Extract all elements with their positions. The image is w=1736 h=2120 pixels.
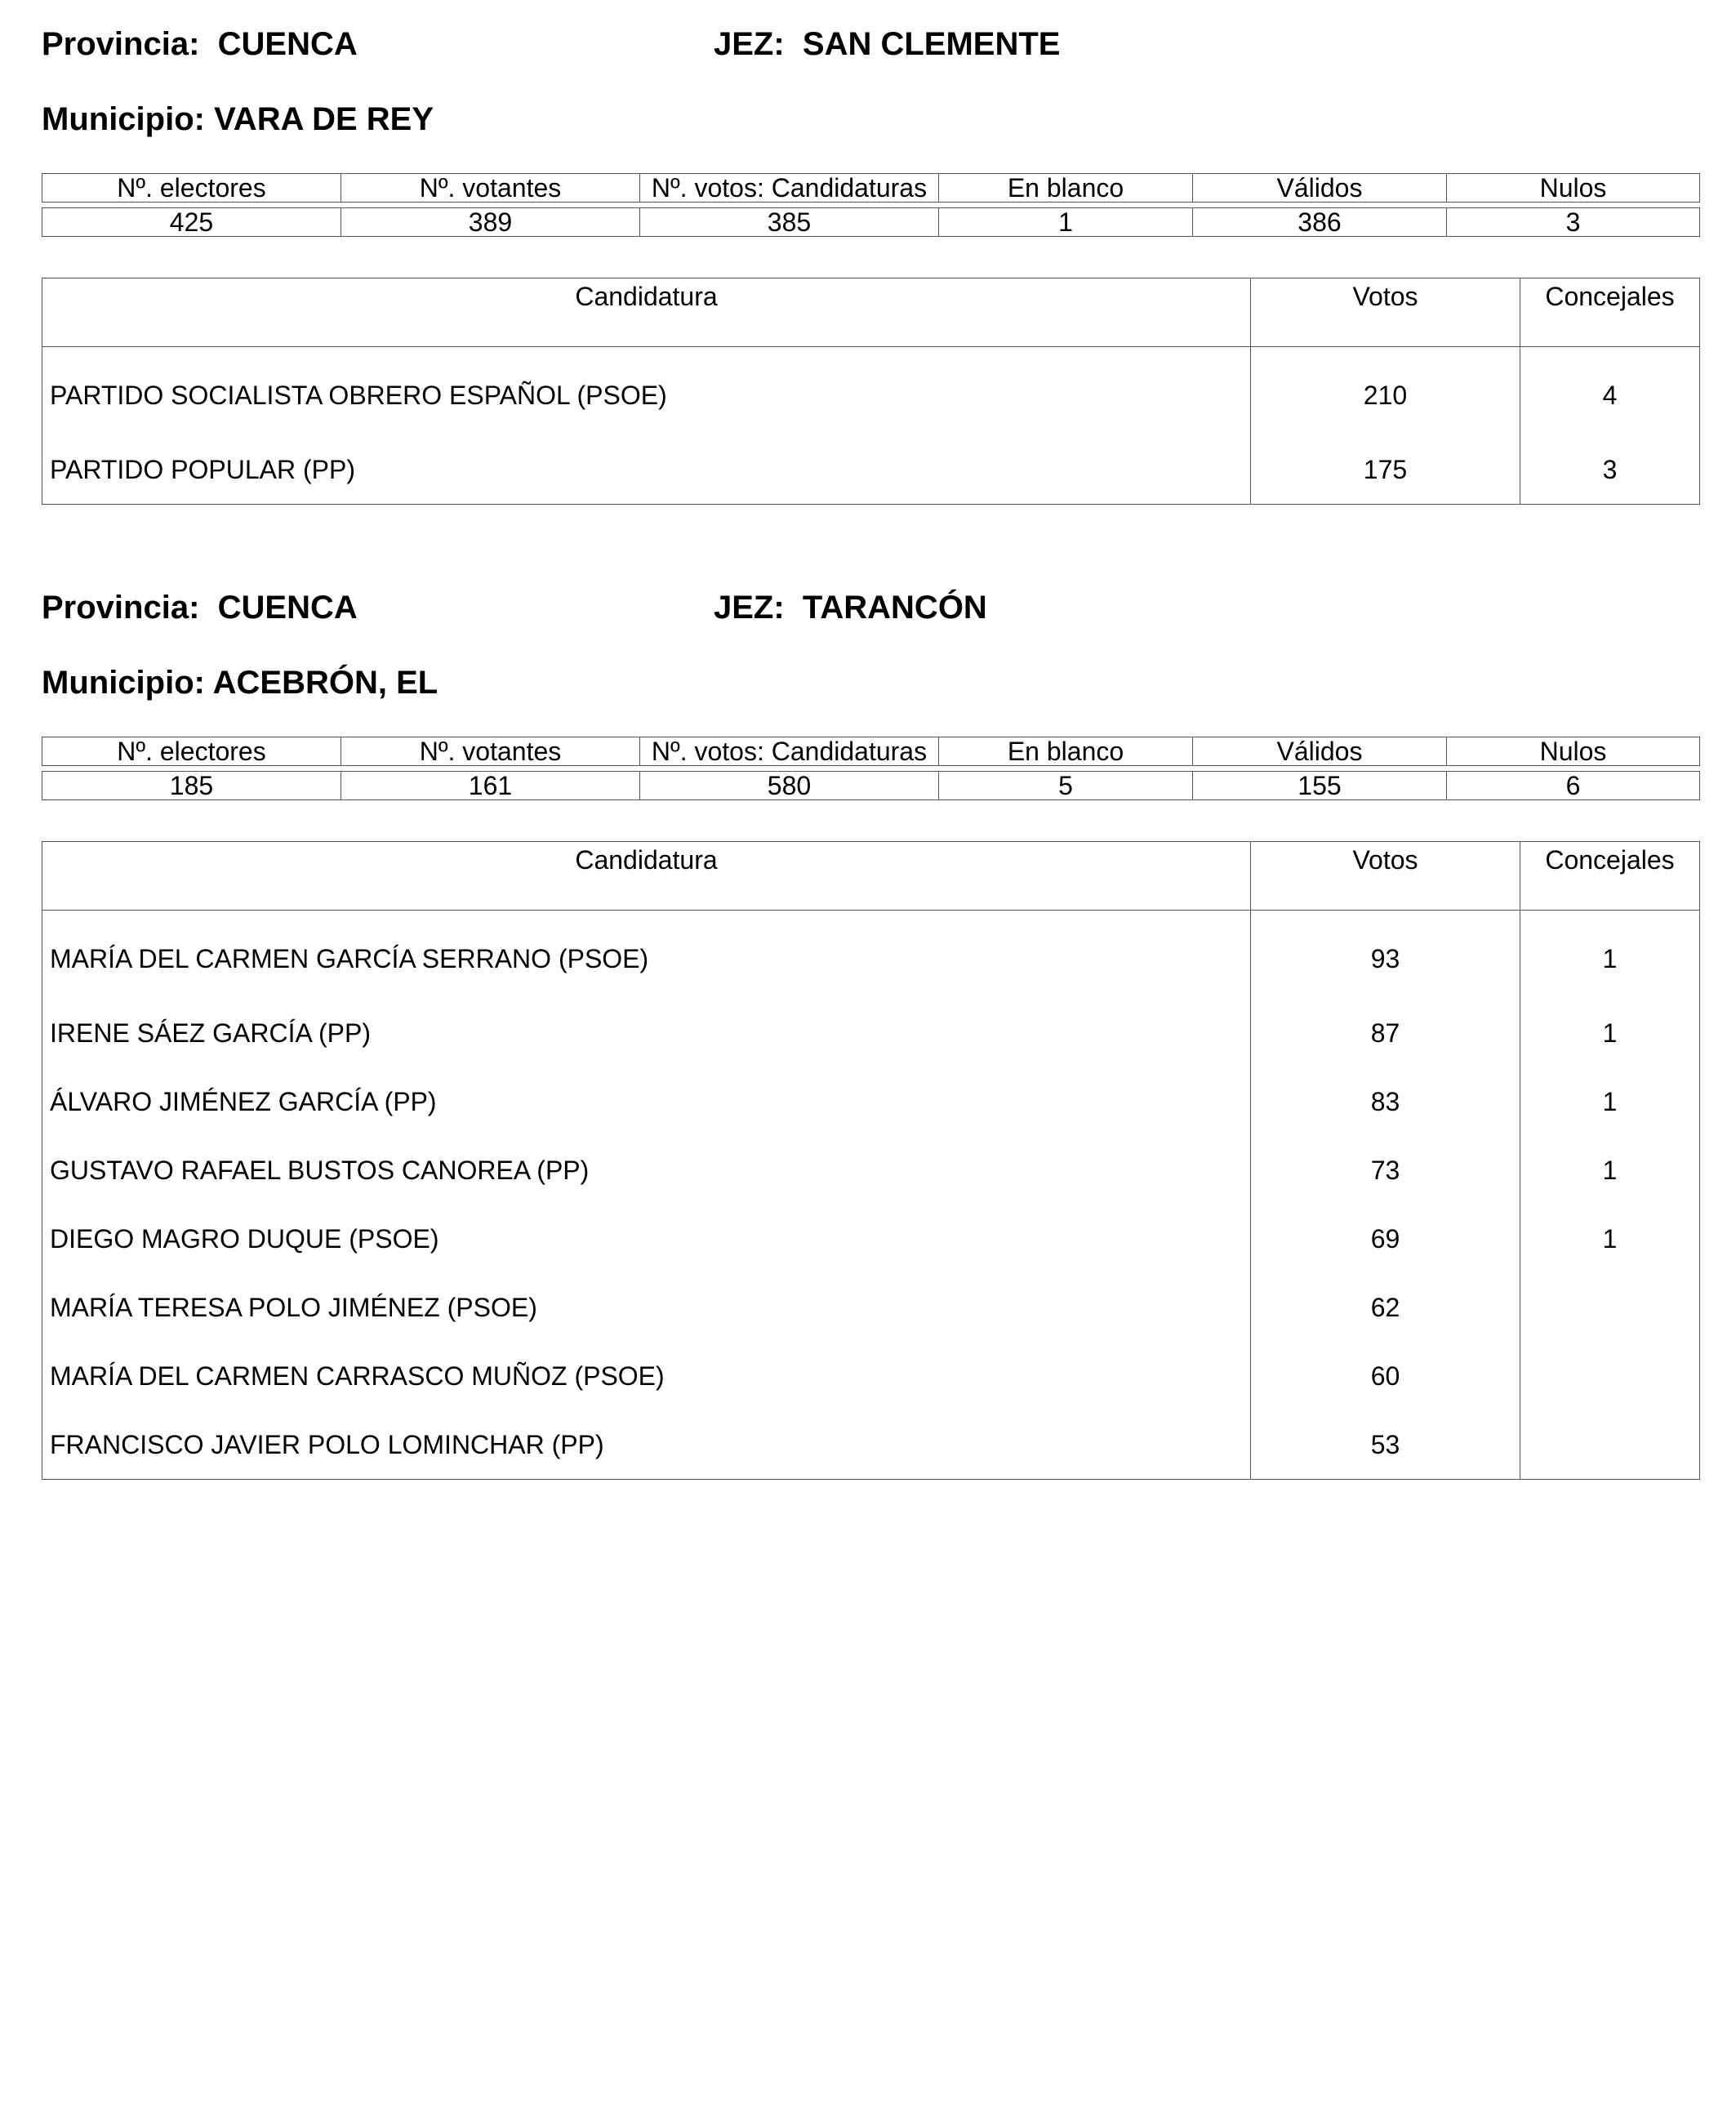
votos-candidaturas-value: 385	[640, 208, 939, 237]
candidatura-header: Candidatura	[42, 278, 1251, 347]
candidatures-header-row	[42, 842, 1700, 911]
candidature-votos: 62	[1251, 1273, 1520, 1342]
electores-value: 425	[42, 208, 341, 237]
votantes-value: 161	[341, 772, 640, 800]
stats-value-row	[42, 772, 1700, 800]
provincia-value: CUENCA	[217, 590, 358, 626]
provincia-heading	[42, 588, 358, 627]
candidature-votos: 175	[1251, 435, 1520, 505]
candidature-row	[42, 1136, 1700, 1205]
candidature-concejales: 1	[1520, 911, 1700, 1000]
candidature-name: PARTIDO POPULAR (PP)	[50, 454, 355, 484]
candidatures-table	[42, 841, 1700, 1480]
nulos-value: 6	[1447, 772, 1700, 800]
candidature-votos: 53	[1251, 1410, 1520, 1480]
candidatures-table	[42, 278, 1700, 505]
municipio-heading	[42, 100, 434, 139]
candidature-name: DIEGO MAGRO DUQUE (PSOE)	[50, 1223, 439, 1254]
candidature-name: MARÍA DEL CARMEN GARCÍA SERRANO (PSOE)	[50, 943, 649, 973]
candidature-row	[42, 999, 1700, 1067]
stats-table	[42, 737, 1700, 800]
en-blanco-header: En blanco	[939, 737, 1193, 766]
candidature-row	[42, 1410, 1700, 1480]
candidature-votos: 73	[1251, 1136, 1520, 1205]
jez-heading	[714, 24, 1061, 64]
municipio-label: Municipio:	[42, 665, 205, 701]
candidature-votos: 210	[1251, 347, 1520, 436]
votantes-value: 389	[341, 208, 640, 237]
votantes-header: Nº. votantes	[341, 737, 640, 766]
candidature-votos: 69	[1251, 1205, 1520, 1273]
en-blanco-header: En blanco	[939, 174, 1193, 203]
votos-candidaturas-header: Nº. votos: Candidaturas	[640, 174, 939, 203]
votos-candidaturas-value: 580	[640, 772, 939, 800]
stats-table	[42, 173, 1700, 237]
jez-value: TARANCÓN	[802, 590, 987, 626]
votos-candidaturas-header: Nº. votos: Candidaturas	[640, 737, 939, 766]
nulos-value: 3	[1447, 208, 1700, 237]
candidature-concejales: 1	[1520, 1067, 1700, 1136]
provincia-heading	[42, 24, 358, 64]
candidature-concejales: 1	[1520, 999, 1700, 1067]
provincia-label: Provincia:	[42, 26, 200, 62]
nulos-header: Nulos	[1447, 174, 1700, 203]
provincia-value: CUENCA	[217, 26, 358, 62]
nulos-header: Nulos	[1447, 737, 1700, 766]
candidature-concejales: 3	[1520, 435, 1700, 505]
candidature-row	[42, 435, 1700, 505]
candidature-votos: 93	[1251, 911, 1520, 1000]
jez-label: JEZ:	[714, 26, 785, 62]
candidatura-header: Candidatura	[42, 842, 1251, 911]
candidature-concejales: 1	[1520, 1136, 1700, 1205]
votos-header: Votos	[1251, 278, 1520, 347]
municipio-value: ACEBRÓN, EL	[212, 665, 438, 701]
candidature-row	[42, 1067, 1700, 1136]
jez-heading	[714, 588, 987, 627]
candidature-name: MARÍA TERESA POLO JIMÉNEZ (PSOE)	[50, 1292, 537, 1322]
electores-header: Nº. electores	[42, 737, 341, 766]
candidature-row	[42, 911, 1700, 1000]
concejales-header: Concejales	[1520, 842, 1700, 911]
candidature-row	[42, 1205, 1700, 1273]
candidatures-header-row	[42, 278, 1700, 347]
candidature-votos: 87	[1251, 999, 1520, 1067]
concejales-header: Concejales	[1520, 278, 1700, 347]
jez-label: JEZ:	[714, 590, 785, 626]
validos-header: Válidos	[1193, 174, 1447, 203]
candidature-concejales: 1	[1520, 1205, 1700, 1273]
candidature-concejales: 4	[1520, 347, 1700, 436]
municipio-label: Municipio:	[42, 101, 205, 137]
jez-value: SAN CLEMENTE	[802, 26, 1061, 62]
candidature-votos: 83	[1251, 1067, 1520, 1136]
candidature-name: IRENE SÁEZ GARCÍA (PP)	[50, 1018, 371, 1048]
votos-header: Votos	[1251, 842, 1520, 911]
validos-header: Válidos	[1193, 737, 1447, 766]
candidature-name: PARTIDO SOCIALISTA OBRERO ESPAÑOL (PSOE)	[50, 380, 667, 410]
municipio-value: VARA DE REY	[214, 101, 434, 137]
candidature-name: MARÍA DEL CARMEN CARRASCO MUÑOZ (PSOE)	[50, 1361, 665, 1391]
candidature-concejales	[1520, 1410, 1700, 1480]
candidature-votos: 60	[1251, 1342, 1520, 1410]
candidature-row	[42, 347, 1700, 436]
stats-header-row	[42, 174, 1700, 203]
votantes-header: Nº. votantes	[341, 174, 640, 203]
candidature-name: GUSTAVO RAFAEL BUSTOS CANOREA (PP)	[50, 1155, 590, 1185]
stats-value-row	[42, 208, 1700, 237]
candidature-concejales	[1520, 1273, 1700, 1342]
candidature-name: FRANCISCO JAVIER POLO LOMINCHAR (PP)	[50, 1429, 604, 1459]
provincia-label: Provincia:	[42, 590, 200, 626]
candidature-concejales	[1520, 1342, 1700, 1410]
electores-header: Nº. electores	[42, 174, 341, 203]
validos-value: 155	[1193, 772, 1447, 800]
electores-value: 185	[42, 772, 341, 800]
stats-header-row	[42, 737, 1700, 766]
en-blanco-value: 1	[939, 208, 1193, 237]
candidature-row	[42, 1273, 1700, 1342]
candidature-row	[42, 1342, 1700, 1410]
candidature-name: ÁLVARO JIMÉNEZ GARCÍA (PP)	[50, 1086, 437, 1116]
municipio-heading	[42, 663, 438, 702]
en-blanco-value: 5	[939, 772, 1193, 800]
validos-value: 386	[1193, 208, 1447, 237]
